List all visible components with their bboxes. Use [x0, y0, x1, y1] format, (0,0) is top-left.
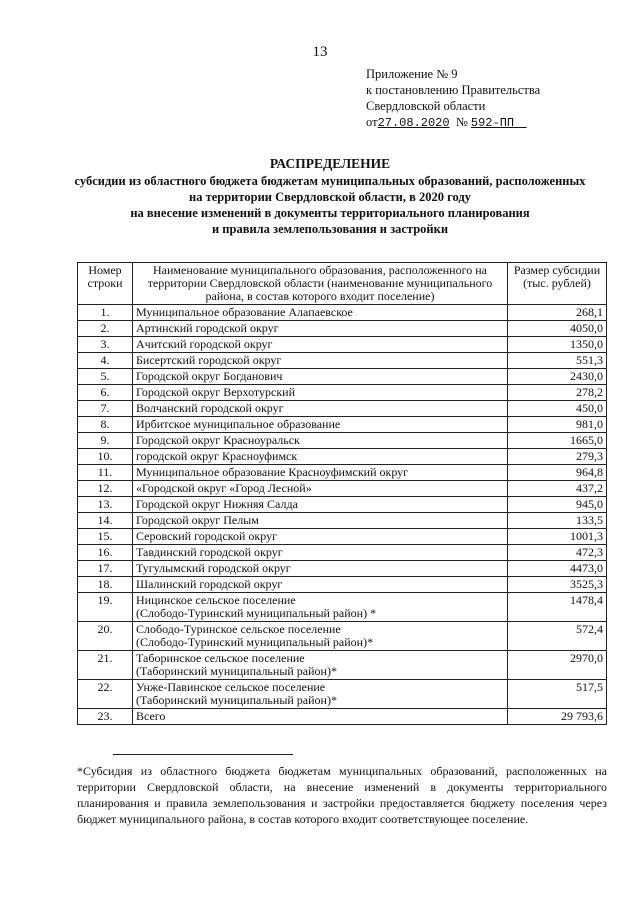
table-row — [78, 561, 607, 577]
row-name-main: Ницинское сельское поселение — [136, 593, 296, 607]
row-name-main: Городской округ Нижняя Салда — [136, 497, 298, 511]
row-amount: 472,3 — [508, 545, 607, 561]
row-name — [133, 561, 508, 577]
row-amount: 2970,0 — [508, 651, 607, 680]
row-name — [133, 369, 508, 385]
row-name-main: Таборинское сельское поселение — [136, 651, 305, 665]
header-num: Номер строки — [78, 263, 133, 305]
table-header-row — [78, 263, 607, 305]
row-amount: 4473,0 — [508, 561, 607, 577]
row-number: 13. — [78, 497, 133, 513]
row-name-main: городской округ Красноуфимск — [136, 449, 298, 463]
row-name-district: (Слободо-Туринский муниципальный район)* — [136, 635, 374, 649]
table-row — [78, 651, 607, 680]
table-row — [78, 709, 607, 725]
row-amount: 278,2 — [508, 385, 607, 401]
row-name — [133, 417, 508, 433]
table-row — [78, 593, 607, 622]
row-amount: 1665,0 — [508, 433, 607, 449]
row-name-main: Тугулымский городской округ — [136, 561, 291, 575]
table-row — [78, 529, 607, 545]
row-name-district: (Таборинский муниципальный район)* — [136, 664, 337, 678]
table-row — [78, 577, 607, 593]
table-row — [78, 385, 607, 401]
row-name-main: Городской округ Богданович — [136, 369, 283, 383]
row-number: 11. — [78, 465, 133, 481]
row-number: 7. — [78, 401, 133, 417]
row-number: 14. — [78, 513, 133, 529]
row-number: 21. — [78, 651, 133, 680]
row-name-main: Всего — [136, 709, 166, 723]
row-name — [133, 577, 508, 593]
row-amount: 1350,0 — [508, 337, 607, 353]
row-name-main: Городской округ Пелым — [136, 513, 259, 527]
row-name — [133, 321, 508, 337]
row-number: 3. — [78, 337, 133, 353]
row-name-main: Бисертский городской округ — [136, 353, 282, 367]
row-number: 22. — [78, 680, 133, 709]
row-amount: 3525,3 — [508, 577, 607, 593]
annex-line-3: Свердловской области — [366, 99, 486, 113]
table-row — [78, 513, 607, 529]
row-name — [133, 497, 508, 513]
row-amount: 133,5 — [508, 513, 607, 529]
row-name — [133, 651, 508, 680]
table-row — [78, 321, 607, 337]
annex-date-line — [366, 114, 540, 131]
table-row — [78, 481, 607, 497]
row-name-main: Городской округ Верхотурский — [136, 385, 296, 399]
table-row — [78, 497, 607, 513]
title-line-2: на территории Свердловской области, в 2020 году — [189, 190, 471, 204]
row-name-main: Волчанский городской округ — [136, 401, 284, 415]
title-heading: РАСПРЕДЕЛЕНИЕ — [269, 156, 391, 171]
row-name-main: Унже-Павинское сельское поселение — [136, 680, 326, 694]
row-name-main: Шалинский городской округ — [136, 577, 283, 591]
row-name-district: (Слободо-Туринский муниципальный район) * — [136, 606, 377, 620]
row-name-main: Слободо-Туринское сельское поселение — [136, 622, 341, 636]
row-name-main: Ирбитское муниципальное образование — [136, 417, 341, 431]
table-row — [78, 680, 607, 709]
table-row — [78, 369, 607, 385]
row-amount: 268,1 — [508, 305, 607, 321]
row-name — [133, 593, 508, 622]
row-amount: 981,0 — [508, 417, 607, 433]
row-number: 10. — [78, 449, 133, 465]
row-number: 18. — [78, 577, 133, 593]
row-amount: 2430,0 — [508, 369, 607, 385]
row-amount: 551,3 — [508, 353, 607, 369]
row-name — [133, 353, 508, 369]
annex-line-2: к постановлению Правительства — [366, 83, 541, 97]
row-name — [133, 305, 508, 321]
distribution-table — [77, 262, 607, 725]
row-name — [133, 385, 508, 401]
row-number: 16. — [78, 545, 133, 561]
table-row — [78, 417, 607, 433]
table-row — [78, 305, 607, 321]
row-number: 23. — [78, 709, 133, 725]
row-number: 9. — [78, 433, 133, 449]
table-row — [78, 465, 607, 481]
row-name-main: Тавдинский городской округ — [136, 545, 283, 559]
date-prefix: от — [366, 115, 378, 129]
annex-line-1: Приложение № 9 — [366, 67, 458, 81]
annex-number: 592-ПП — [470, 116, 515, 130]
row-name-main: Муниципальное образование Красноуфимский округ — [136, 465, 409, 479]
row-number: 12. — [78, 481, 133, 497]
row-amount: 517,5 — [508, 680, 607, 709]
row-name-main: Серовский городской округ — [136, 529, 278, 543]
row-name — [133, 449, 508, 465]
row-name — [133, 337, 508, 353]
row-number: 6. — [78, 385, 133, 401]
table-row — [78, 353, 607, 369]
row-name — [133, 529, 508, 545]
row-name — [133, 401, 508, 417]
table-body — [78, 305, 607, 725]
row-amount: 945,0 — [508, 497, 607, 513]
header-name: Наименование муниципального образования, расположенного на территории Свердловской области (наименование муниципального района, в состав которого входит поселение) — [133, 263, 508, 305]
row-name — [133, 622, 508, 651]
table-row — [78, 622, 607, 651]
annex-date: 27.08.2020 — [377, 116, 450, 130]
table-row — [78, 401, 607, 417]
row-amount: 4050,0 — [508, 321, 607, 337]
row-name-main: «Городской округ «Город Лесной» — [136, 481, 312, 495]
table-row — [78, 433, 607, 449]
row-number: 17. — [78, 561, 133, 577]
row-number: 20. — [78, 622, 133, 651]
annex-block — [366, 66, 540, 131]
row-name — [133, 513, 508, 529]
row-number: 15. — [78, 529, 133, 545]
row-name — [133, 433, 508, 449]
footnote-divider — [113, 754, 293, 755]
number-prefix: № — [455, 115, 468, 129]
row-amount: 450,0 — [508, 401, 607, 417]
row-number: 19. — [78, 593, 133, 622]
row-name — [133, 481, 508, 497]
row-name-main: Артинский городской округ — [136, 321, 279, 335]
row-amount: 1001,3 — [508, 529, 607, 545]
row-amount: 572,4 — [508, 622, 607, 651]
table-row — [78, 337, 607, 353]
page-number: 13 — [312, 44, 328, 60]
row-name-district: (Таборинский муниципальный район)* — [136, 693, 337, 707]
row-number: 2. — [78, 321, 133, 337]
row-number: 8. — [78, 417, 133, 433]
row-amount: 1478,4 — [508, 593, 607, 622]
row-amount: 964,8 — [508, 465, 607, 481]
table-row — [78, 449, 607, 465]
row-number: 1. — [78, 305, 133, 321]
row-name-main: Городской округ Красноуральск — [136, 433, 300, 447]
row-amount: 29 793,6 — [508, 709, 607, 725]
title-line-4: и правила землепользования и застройки — [211, 222, 449, 236]
footnote: *Субсидия из областного бюджета бюджетам муниципальных образований, расположенных на территории Свердловской области, на внесение изменений в документы территориального планирования и правила землепользования и застройки предоставляется бюджету поселения через бюджет муниципального района, в состав которого входит соответствующее поселение. — [77, 764, 607, 826]
table-row — [78, 545, 607, 561]
row-name — [133, 680, 508, 709]
row-name — [133, 465, 508, 481]
row-amount: 279,3 — [508, 449, 607, 465]
row-name — [133, 545, 508, 561]
row-name-main: Ачитский городской округ — [136, 337, 273, 351]
header-amount: Размер субсидии (тыс. рублей) — [508, 263, 607, 305]
row-number: 5. — [78, 369, 133, 385]
title-line-1: субсидии из областного бюджета бюджетам муниципальных образований, расположенных — [74, 174, 586, 188]
document-title — [60, 156, 600, 237]
row-name-main: Муниципальное образование Алапаевское — [136, 305, 353, 319]
row-number: 4. — [78, 353, 133, 369]
title-line-3: на внесение изменений в документы территориального планирования — [130, 206, 530, 220]
row-name — [133, 709, 508, 725]
row-amount: 437,2 — [508, 481, 607, 497]
